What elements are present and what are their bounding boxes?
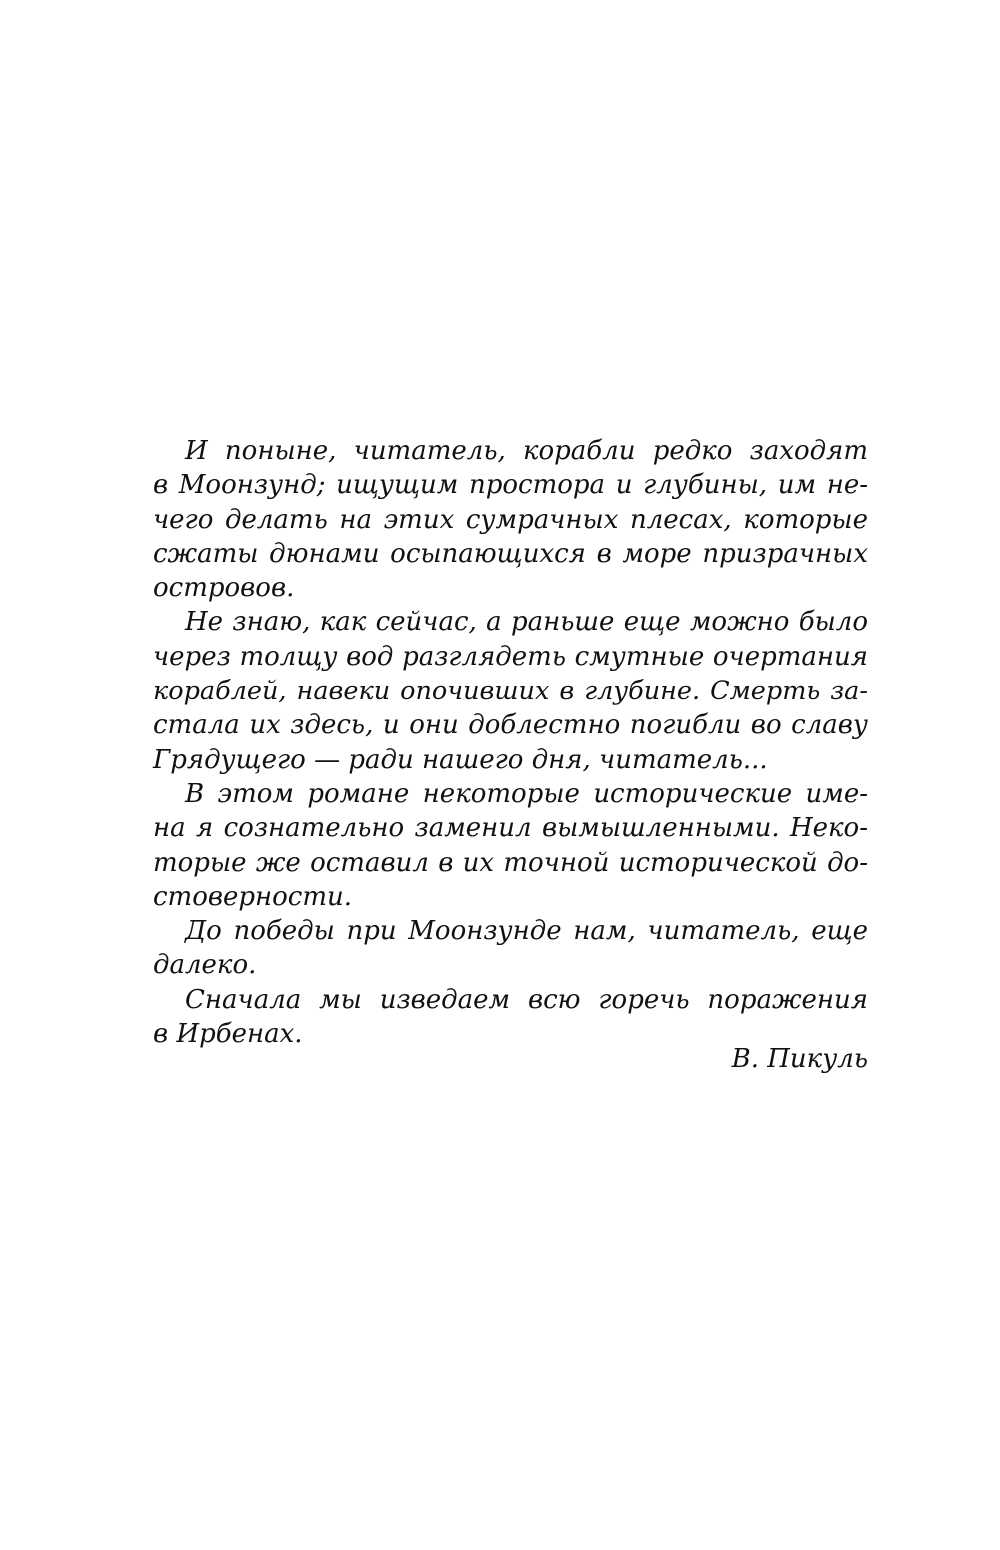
preface-text [153, 434, 868, 1051]
text-line: В этом романе некоторые исторические име- [185, 778, 868, 809]
text-line: Не знаю, как сейчас, а раньше еще можно было [185, 607, 868, 638]
text-line: Грядущего — ради нашего дня, читатель... [153, 744, 768, 775]
text-line: сжаты дюнами осыпающихся в море призрачных [153, 538, 868, 569]
text-line: далеко. [153, 950, 257, 981]
text-line: До победы при Моонзунде нам, читатель, еще [185, 916, 868, 947]
text-line: островов. [153, 573, 295, 604]
text-line: стоверности. [153, 881, 353, 912]
text-line: чего делать на этих сумрачных плесах, которые [153, 504, 868, 535]
text-line: Сначала мы изведаем всю горечь поражения [185, 984, 868, 1015]
text-line: торые же оставил в их точной исторической до- [153, 847, 868, 878]
text-line: в Моонзунд; ищущим простора и глубины, им не- [153, 470, 868, 501]
text-line: на я сознательно заменил вымышленными. Неко- [153, 813, 868, 844]
text-line: стала их здесь, и они доблестно погибли во славу [153, 710, 868, 741]
text-line: И поныне, читатель, корабли редко заходят [185, 436, 868, 466]
text-line: в Ирбенах. [153, 1019, 303, 1050]
text-line: кораблей, навеки опочивших в глубине. Смерть за- [153, 676, 868, 707]
text-line: через толщу вод разглядеть смутные очертания [153, 641, 868, 672]
author-signature: В. Пикуль [731, 1044, 868, 1074]
